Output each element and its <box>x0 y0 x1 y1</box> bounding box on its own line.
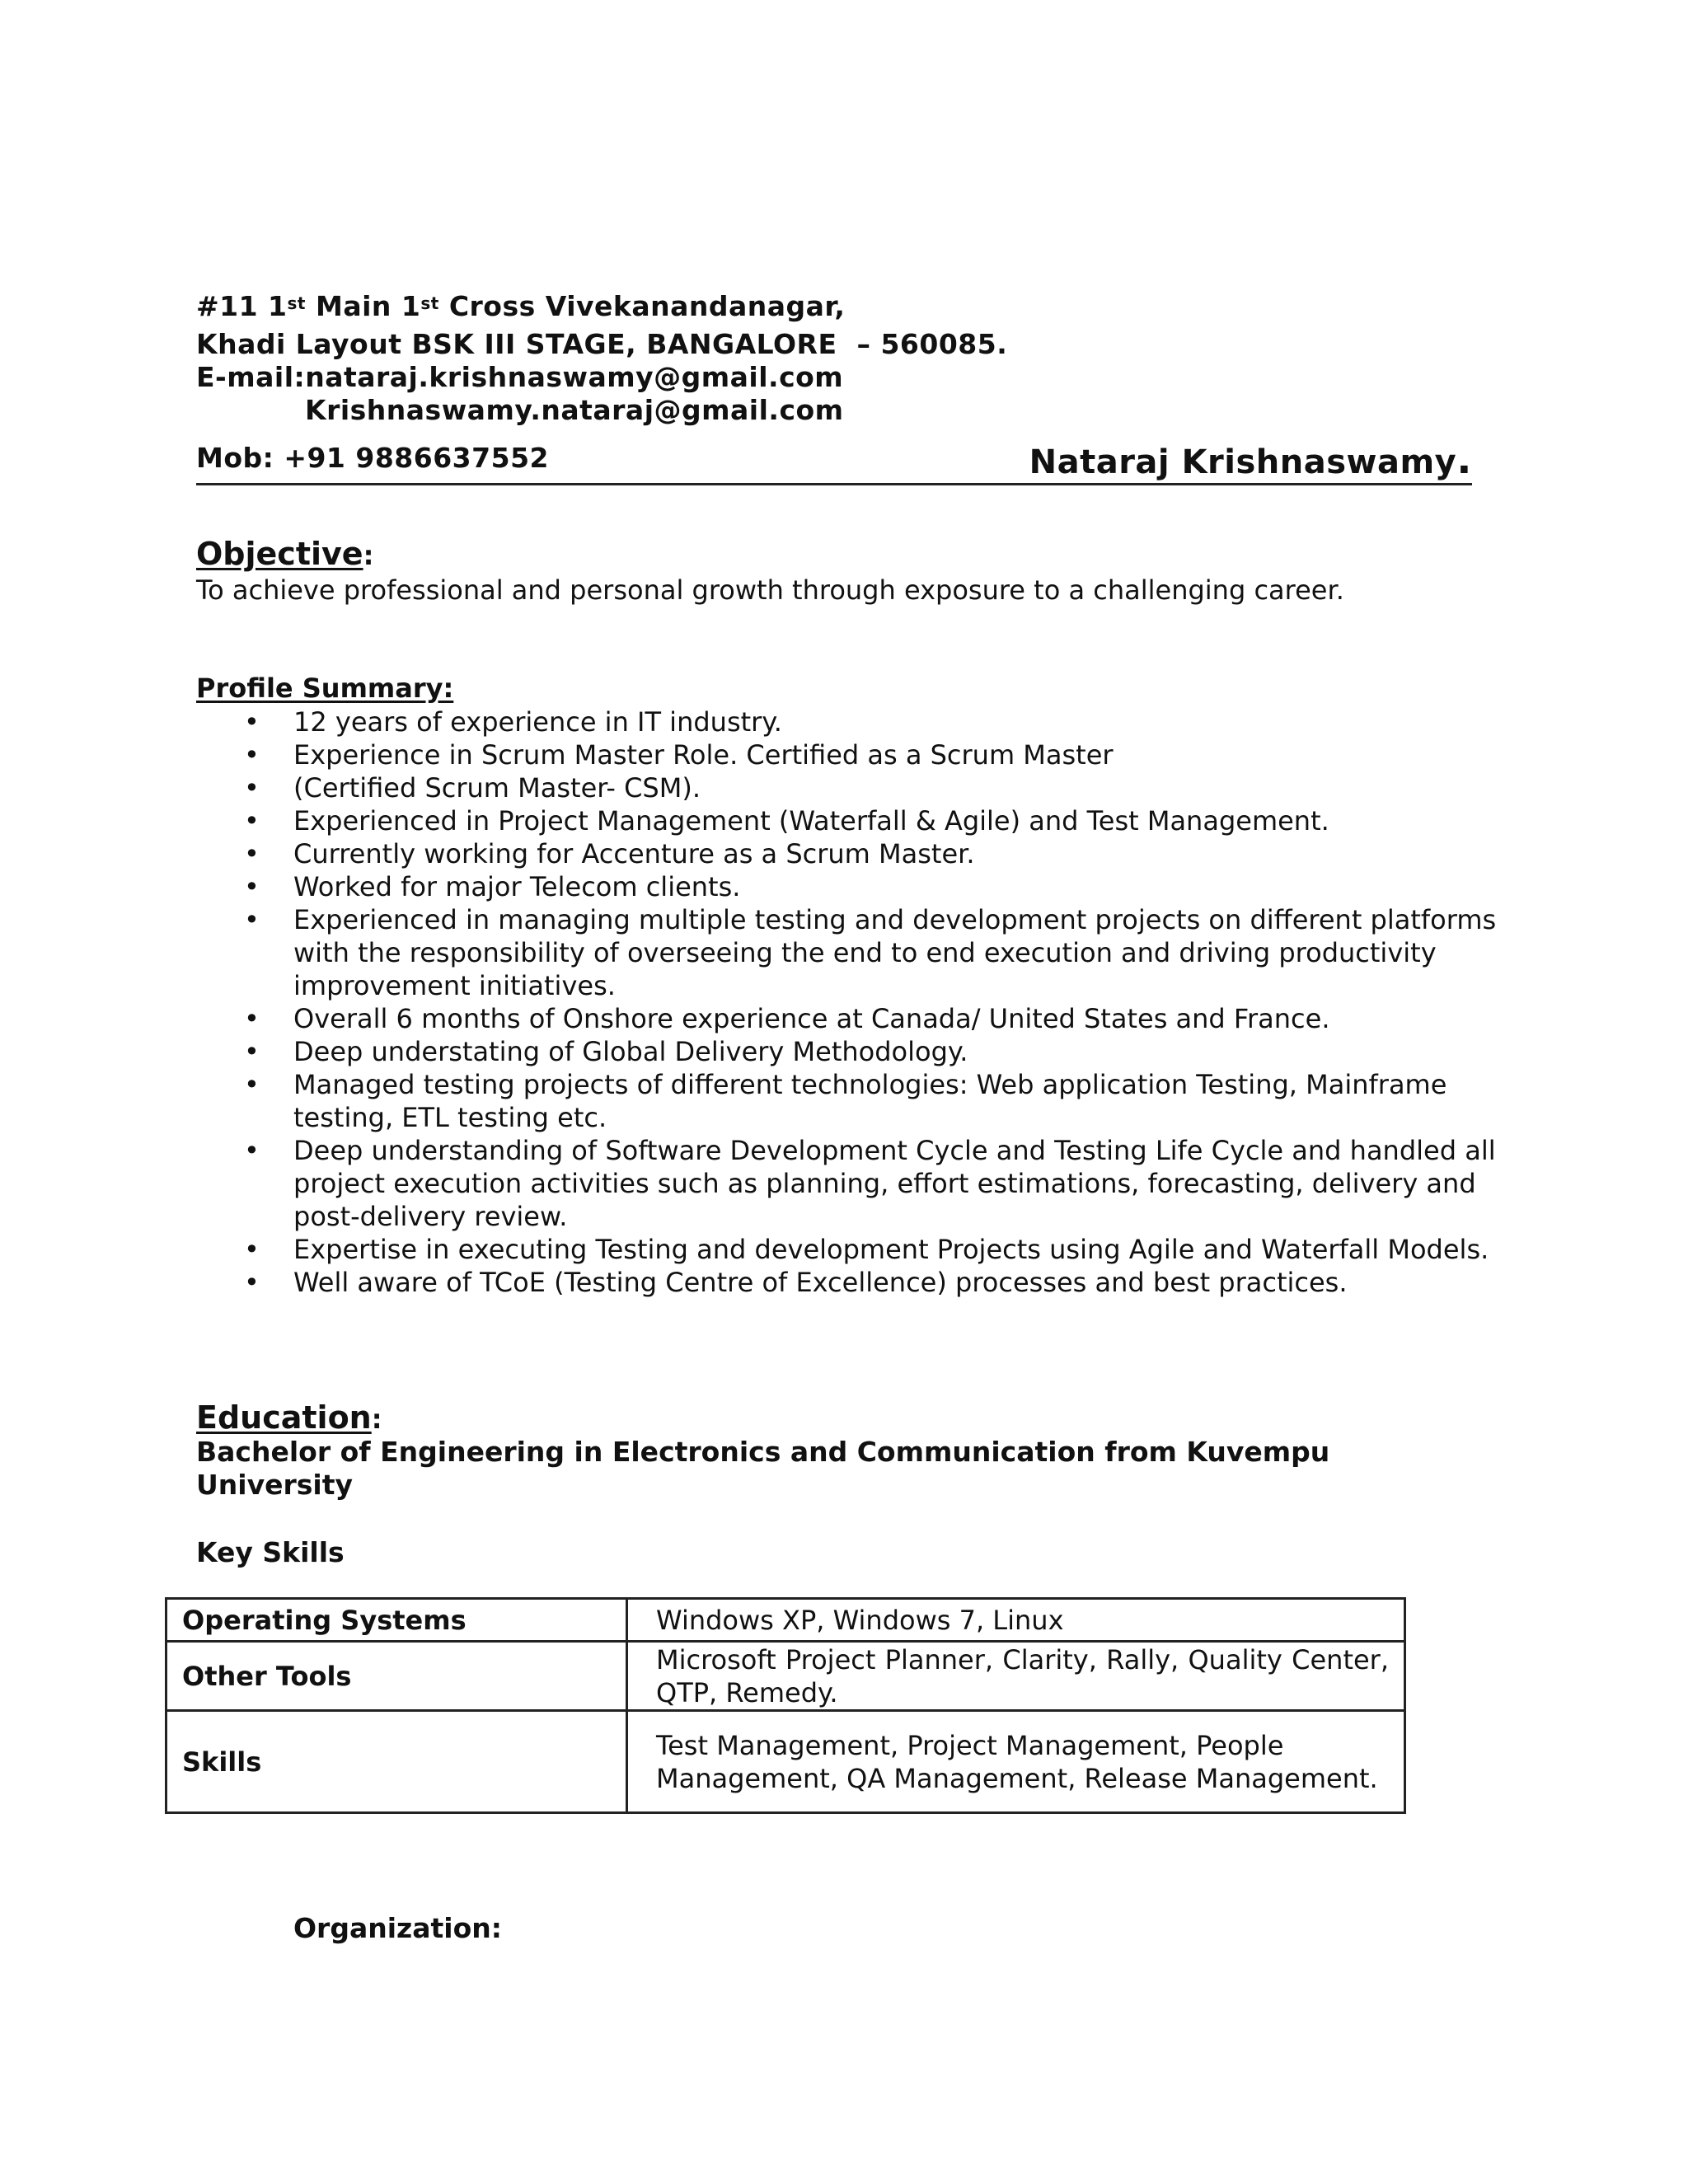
candidate-name-text: Nataraj Krishnaswamy <box>1029 443 1457 481</box>
list-item-text: Worked for major Telecom clients. <box>293 871 741 902</box>
list-item <box>196 771 1548 804</box>
list-item-text: Experienced in managing multiple testing and development projects on different platforms with the responsibility of overseeing the end to end execution and driving productivity improvement initiatives. <box>293 904 1497 1001</box>
list-item <box>196 1002 1548 1035</box>
bullet-icon: • <box>244 904 260 935</box>
address-line-2: Khadi Layout BSK III STAGE, BANGALORE – 560085. <box>196 328 1008 360</box>
list-item <box>196 870 1548 903</box>
list-item-text: (Certified Scrum Master- CSM). <box>293 772 701 804</box>
list-item-text: Deep understating of Global Delivery Methodology. <box>293 1036 968 1067</box>
table-row <box>166 1599 1405 1642</box>
address-text: #11 1 <box>196 290 288 322</box>
key-skills-heading: Key Skills <box>196 1536 345 1568</box>
list-item <box>196 1035 1548 1068</box>
list-item-text: Experience in Scrum Master Role. Certified as a Scrum Master <box>293 739 1114 771</box>
bullet-icon: • <box>244 772 260 804</box>
table-cell-key: Other Tools <box>166 1642 627 1711</box>
mobile-number: Mob: +91 9886637552 <box>196 442 549 474</box>
list-item-text: Well aware of TCoE (Testing Centre of Excellence) processes and best practices. <box>293 1267 1348 1298</box>
list-item-text: 12 years of experience in IT industry. <box>293 706 782 738</box>
ordinal-suffix: st <box>287 293 306 313</box>
list-item <box>196 738 1548 771</box>
list-item <box>196 804 1548 837</box>
bullet-icon: • <box>244 1069 260 1100</box>
table-cell-key: Skills <box>166 1711 627 1813</box>
ordinal-suffix: st <box>420 293 439 313</box>
list-item-text: Expertise in executing Testing and development Projects using Agile and Waterfall Models. <box>293 1234 1489 1265</box>
list-item-text: Currently working for Accenture as a Scrum Master. <box>293 838 975 869</box>
bullet-icon: • <box>244 1234 260 1265</box>
objective-heading <box>196 536 373 572</box>
education-title: Education <box>196 1399 372 1436</box>
address-text: Cross Vivekanandanagar, <box>438 290 846 322</box>
list-item-text: Managed testing projects of different technologies: Web application Testing, Mainframe testing, ETL testing etc. <box>293 1069 1447 1133</box>
objective-colon: : <box>363 540 374 571</box>
candidate-name-dot: . <box>1456 437 1472 483</box>
list-item-text: Overall 6 months of Onshore experience at Canada/ United States and France. <box>293 1003 1330 1034</box>
key-skills-table <box>165 1597 1406 1814</box>
list-item <box>196 837 1548 870</box>
bullet-icon: • <box>244 706 260 738</box>
objective-title: Objective <box>196 536 363 572</box>
list-item-text: Deep understanding of Software Development Cycle and Testing Life Cycle and handled all project execution activities such as planning, effort estimations, forecasting, delivery and post-delivery review. <box>293 1135 1496 1232</box>
bullet-icon: • <box>244 739 260 771</box>
table-cell-value: Microsoft Project Planner, Clarity, Rally, Quality Center, QTP, Remedy. <box>627 1642 1405 1711</box>
address-line-1 <box>196 290 845 323</box>
bullet-icon: • <box>244 1267 260 1298</box>
address-text: Main 1 <box>306 290 421 322</box>
list-item <box>196 1134 1548 1233</box>
list-item <box>196 1266 1548 1299</box>
table-row <box>166 1711 1405 1813</box>
list-item <box>196 705 1548 738</box>
bullet-icon: • <box>244 871 260 902</box>
list-item <box>196 1233 1548 1266</box>
email-secondary: Krishnaswamy.nataraj@gmail.com <box>305 394 844 426</box>
profile-summary-heading: Profile Summary: <box>196 673 454 704</box>
organization-heading: Organization: <box>293 1912 502 1944</box>
candidate-name <box>1029 437 1472 483</box>
bullet-icon: • <box>244 1003 260 1034</box>
bullet-icon: • <box>244 838 260 869</box>
table-cell-value: Test Management, Project Management, People Management, QA Management, Release Management. <box>627 1711 1405 1813</box>
education-degree: Bachelor of Engineering in Electronics and Communication from Kuvempu University <box>196 1436 1330 1501</box>
profile-summary-list <box>196 705 1548 1299</box>
bullet-icon: • <box>244 1135 260 1166</box>
table-row <box>166 1642 1405 1711</box>
table-cell-key: Operating Systems <box>166 1599 627 1642</box>
bullet-icon: • <box>244 805 260 837</box>
email-primary: E-mail:nataraj.krishnaswamy@gmail.com <box>196 361 844 393</box>
list-item <box>196 903 1548 1002</box>
table-cell-value: Windows XP, Windows 7, Linux <box>627 1599 1405 1642</box>
education-heading <box>196 1399 382 1436</box>
education-colon: : <box>371 1404 382 1435</box>
bullet-icon: • <box>244 1036 260 1067</box>
list-item <box>196 1068 1548 1134</box>
header-divider <box>196 483 1472 485</box>
objective-text: To achieve professional and personal growth through exposure to a challenging career. <box>196 574 1344 606</box>
list-item-text: Experienced in Project Management (Waterfall & Agile) and Test Management. <box>293 805 1329 837</box>
